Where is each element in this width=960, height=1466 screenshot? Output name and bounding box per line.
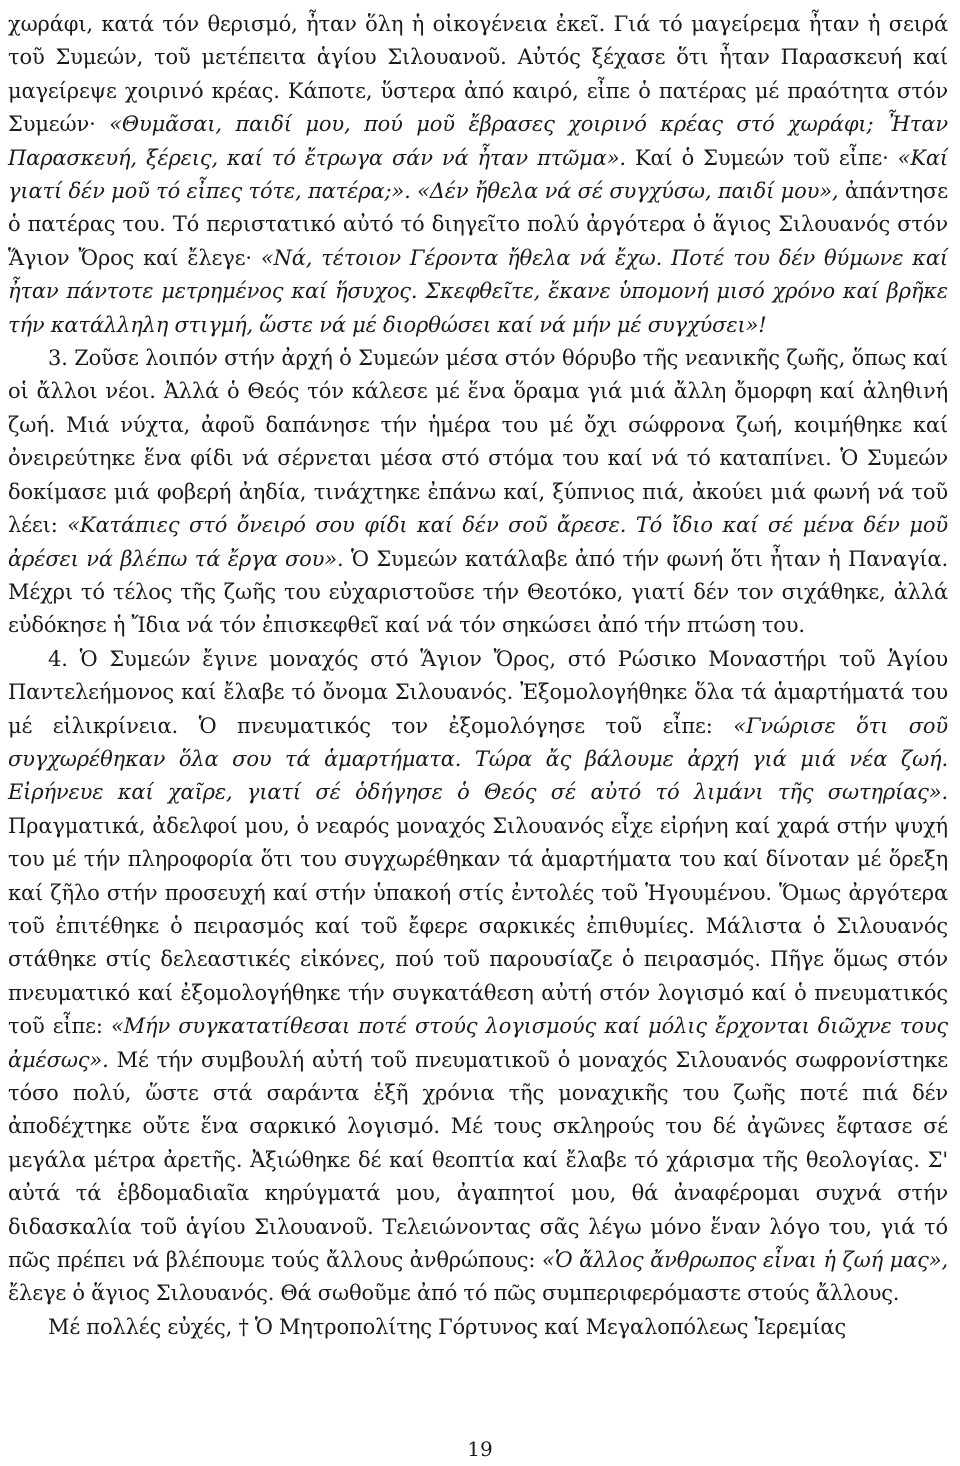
text-run: Ὁ Συμεών κατάλαβε ἀπό τήν φωνή ὅτι ἦταν ἡ Παναγία. Μέχρι τό τέλος τῆς ζωῆς του εὐχαριστοῦσε τήν Θεοτόκο, γιατί δέν τον σιχάθηκε, ἀλλά εὐδόκησε ἡ Ἴδια νά τόν ἐπισκεφθεῖ καί νά τόν σηκώσει ἀπό τήν πτώση του. [8, 546, 948, 638]
quoted-speech: «Κατάπιες στό ὄνειρό σου φίδι καί δέν σοῦ ἄρεσε. Τό ἴδιο καί σέ μένα δέν μοῦ ἀρέσει νά βλέπω τά ἔργα σου». [8, 513, 948, 571]
body-text [8, 8, 948, 1344]
text-run: ἀπάντησε ὁ πατέρας του. Τό περιστατικό αὐτό τό διηγεῖτο πολύ ἀργότερα ὁ ἅγιος Σιλουανός στόν Ἅγιον Ὄρος καί ἔλεγε· [8, 179, 948, 270]
text-run: Πραγματικά, ἀδελφοί μου, ὁ νεαρός μοναχός Σιλουανός εἶχε εἰρήνη καί χαρά στήν ψυχή του μέ τήν πληροφορία ὅτι του συγχωρέθηκαν τά ἁμαρτήματα του καί δίνοταν μέ ὅρεξη καί ζῆλο στήν προσευχή καί στήν ὑπακοή στίς ἐντολές τοῦ Ἡγουμένου. Ὅμως ἀργότερα τοῦ ἐπιτέθηκε ὁ πειρασμός καί τοῦ ἔφερε σαρκικές ἐπιθυμίες. Μάλιστα ὁ Σιλουανός στάθηκε στίς δελεαστικές εἰκόνες, πού τοῦ παρουσίαζε ὁ πειρασμός. Πῆγε ὅμως στόν πνευματικό καί ἐξομολογήθηκε τήν συγκατάθεση αὐτή στόν λογισμό καί ὁ πνευματικός τοῦ εἶπε: [8, 813, 948, 1039]
quoted-speech: «Καί γιατί δέν μοῦ τό εἶπες τότε, πατέρα;». [8, 145, 948, 204]
quoted-speech: «Θυμᾶσαι, παιδί μου, πού μοῦ ἔβρασες χοιρινό κρέας στό χωράφι; Ἦταν Παρασκευή, ξέρεις, καί τό ἔτρωγα σάν νά ἦταν πτῶμα». [8, 112, 948, 170]
quoted-speech: «Μήν συγκατατίθεσαι ποτέ στούς λογισμούς καί μόλις ἔρχονται διῶχνε τους ἀμέσως». [8, 1014, 948, 1072]
text-run: 4. Ὁ Συμεών ἔγινε μοναχός στό Ἅγιον Ὄρος, στό Ρώσικο Μοναστήρι τοῦ Ἁγίου Παντελεήμονος καί ἔλαβε τό ὄνομα Σιλουανός. Ἐξομολογήθηκε ὅλα τά ἁμαρτήματά του μέ εἰλικρίνεια. Ὁ πνευματικός τον ἐξομολόγησε τοῦ εἶπε: [8, 646, 948, 738]
text-run: 3. Ζοῦσε λοιπόν στήν ἀρχή ὁ Συμεών μέσα στόν θόρυβο τῆς νεανικῆς ζωῆς, ὅπως καί οἱ ἄλλοι νέοι. Ἀλλά ὁ Θεός τόν κάλεσε μέ ἕνα ὅραμα γιά μιά ἄλλη ὄμορφη καί ἀληθινή ζωή. Μιά νύχτα, ἀφοῦ δαπάνησε τήν ἡμέρα του μέ ὄχι σώφρονα ζωή, κοιμήθηκε καί ὀνειρεύτηκε ἕνα φίδι νά σέρνεται μέσα στό στόμα του καί νά τό καταπίνει. Ὁ Συμεών δοκίμασε μιά φοβερή ἀηδία, τινάχτηκε ἐπάνω καί, ξύπνιος πιά, ἀκούει μιά φωνή νά τοῦ λέει: [8, 346, 948, 538]
quoted-speech: «Ὁ ἄλλος ἄνθρωπος εἶναι ἡ ζωή μας», [541, 1248, 948, 1273]
text-run: χωράφι, κατά τόν θερισμό, ἦταν ὅλη ἡ οἰκογένεια ἐκεῖ. Γιά τό μαγείρεμα ἦταν ἡ σειρά τοῦ Συμεών, τοῦ μετέπειτα ἁγίου Σιλουανοῦ. Αὐτός ξέχασε ὅτι ἦταν Παρασκευή καί μαγείρεψε χοιρινό κρέας. Κάποτε, ὕστερα ἀπό καιρό, εἶπε ὁ πατέρας μέ πραότητα στόν Συμεών· [8, 12, 948, 137]
closing-signature [8, 1311, 948, 1344]
paragraph-1 [8, 8, 948, 342]
paragraph-section-3 [8, 342, 948, 643]
text-run: Μέ τήν συμβουλή αὐτή τοῦ πνευματικοῦ ὁ μοναχός Σιλουανός σωφρονίστηκε τόσο πολύ, ὥστε στά σαράντα ἑξῆ χρόνια τῆς μοναχικῆς του ζωῆς ποτέ πιά δέν ἀποδέχτηκε οὔτε ἕνα σαρκικό λογισμό. Μέ τους σκληρούς του δέ ἀγῶνες ἔφτασε σέ μεγάλα μέτρα ἀρετῆς. Ἀξιώθηκε δέ καί θεοπτία καί ἔλαβε τό χάρισμα τῆς θεολογίας. Σ' αὐτά τά ἑβδομαδιαῖα κηρύγματά μου, ἀγαπητοί μου, θά ἀναφέρομαι συχνά στήν διδασκαλία τοῦ ἁγίου Σιλουανοῦ. Τελειώνοντας σᾶς λέγω μόνο ἕναν λόγο του, γιά τό πῶς πρέπει νά βλέπουμε τούς ἄλλους ἀνθρώπους: [8, 1047, 948, 1273]
text-run: Καί ὁ Συμεών τοῦ εἶπε· [625, 145, 898, 170]
text-run: Μέ πολλές εὐχές, † Ὁ Μητροπολίτης Γόρτυνος καί Μεγαλοπόλεως Ἱερεμίας [48, 1314, 847, 1339]
text-run: ἔλεγε ὁ ἅγιος Σιλουανός. Θά σωθοῦμε ἀπό τό πῶς συμπεριφερόμαστε στούς ἄλλους. [8, 1281, 900, 1306]
quoted-speech: «Γνώρισε ὅτι σοῦ συγχωρέθηκαν ὅλα σου τά ἁμαρτήματα. Τώρα ἄς βάλουμε ἀρχή γιά μιά νέα ζωή. Εἰρήνευε καί χαῖρε, γιατί σέ ὁδήγησε ὁ Θεός σέ αὐτό τό λιμάνι τῆς σωτηρίας». [8, 713, 948, 805]
paragraph-section-4 [8, 643, 948, 1311]
page-number: 19 [467, 1437, 493, 1461]
quoted-speech: «Δέν ἤθελα νά σέ συγχύσω, παιδί μου», [417, 179, 839, 204]
quoted-speech: «Νά, τέτοιον Γέροντα ἤθελα νά ἔχω. Ποτέ του δέν θύμωνε καί ἦταν πάντοτε μετρημένος καί ἥσυχος. Σκεφθεῖτε, ἔκανε ὑπομονή μισό χρόνο καί βρῆκε τήν κατάλληλη στιγμή, ὥστε νά μέ διορθώσει καί νά μήν μέ συγχύσει»! [8, 245, 948, 337]
